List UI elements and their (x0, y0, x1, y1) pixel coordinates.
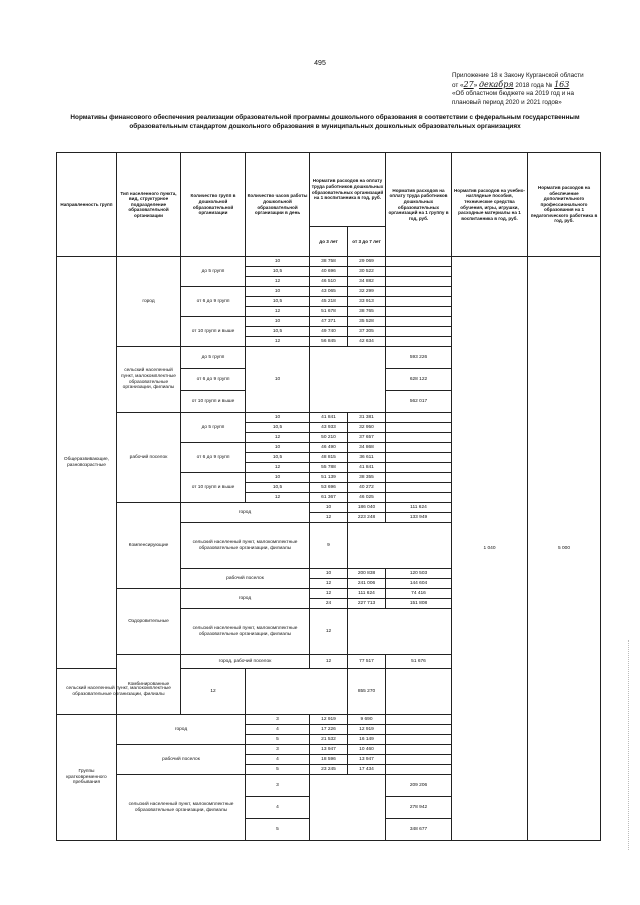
header-direction: Направленность групп (57, 153, 117, 257)
aids-value: 1 040 (452, 257, 528, 841)
header-extra: Норматив расходов на обеспечение дополнительного профессионального образования на 1 педагогического работника в год, руб. (528, 153, 601, 257)
labor-3to7-cell: 33 913 (348, 297, 386, 307)
labor-under3-cell: 223 248 (348, 513, 386, 523)
labor-under3-cell: 18 596 (310, 755, 348, 765)
date-mid: 2018 года № (515, 81, 553, 89)
direction-short-stay: Группы кратковременного пребывания (57, 715, 117, 841)
hours-cell: 10,5 (246, 297, 310, 307)
hours-cell: 12 (310, 609, 348, 655)
labor-group-cell: 209 206 (386, 775, 452, 797)
labor-under3-cell: 45 218 (310, 297, 348, 307)
labor-group-cell (386, 735, 452, 745)
labor-3to7-cell: 31 381 (348, 413, 386, 423)
labor-under3-cell: 241 006 (348, 579, 386, 589)
labor-under3-cell: 12 919 (310, 715, 348, 725)
labor-group-cell (386, 755, 452, 765)
hours-cell: 10 (246, 347, 310, 413)
hours-cell: 12 (246, 463, 310, 473)
labor-under3-cell: 61 367 (310, 493, 348, 503)
labor-3to7-cell: 38 765 (348, 307, 386, 317)
groups-10plus: от 10 групп и выше (181, 473, 246, 503)
labor-under3-cell: 186 040 (348, 503, 386, 513)
locality-city-workers: город, рабочий поселок (181, 655, 310, 669)
labor-under3-cell: 46 510 (310, 277, 348, 287)
hours-cell: 10 (310, 503, 348, 513)
hours-cell: 4 (246, 797, 310, 819)
labor-under3-cell: 13 947 (310, 745, 348, 755)
groups-up5: до 5 групп (181, 347, 246, 369)
extra-value: 5 000 (528, 257, 601, 841)
hours-cell: 4 (246, 725, 310, 735)
locality-city: город (181, 589, 310, 609)
labor-group-cell (386, 443, 452, 453)
scan-edge-mark (628, 640, 633, 850)
labor-3to7-cell: 133 949 (386, 513, 452, 523)
hours-cell: 10,5 (246, 483, 310, 493)
labor-under3-cell: 56 845 (310, 337, 348, 347)
header-locality: Тип населенного пункта, вид, структурное подразделение образовательной организации (117, 153, 181, 257)
labor-group-cell (386, 493, 452, 503)
labor-group-cell (386, 317, 452, 327)
header-groups: Количество групп в дошкольной образовательной организации (181, 153, 246, 257)
header-hours: Количество часов работы дошкольной образовательной организации в день (246, 153, 310, 257)
hours-cell: 12 (310, 513, 348, 523)
locality-rural: сельский населенный пункт, малокомплектные образовательные организации, филиалы (181, 609, 310, 655)
labor-under3-cell: 46 490 (310, 443, 348, 453)
labor-3to7-cell: 10 460 (348, 745, 386, 755)
labor-group-cell (386, 287, 452, 297)
labor-empty-cell (246, 669, 348, 715)
labor-group-cell (386, 327, 452, 337)
labor-3to7-cell: 151 808 (386, 599, 452, 609)
labor-group-cell (386, 745, 452, 755)
hours-cell: 10 (310, 569, 348, 579)
appendix-line1: Приложение 18 к Закону Курганской области (452, 72, 584, 79)
labor-under3-cell: 53 696 (310, 483, 348, 493)
labor-under3-cell: 41 841 (310, 413, 348, 423)
locality-workers: рабочий поселок (181, 569, 310, 589)
hours-cell: 12 (310, 655, 348, 669)
labor-under3-cell: 17 226 (310, 725, 348, 735)
hours-cell: 12 (246, 307, 310, 317)
labor-3to7-cell: 74 416 (386, 589, 452, 599)
labor-3to7-cell: 9 690 (348, 715, 386, 725)
labor-group-cell (386, 267, 452, 277)
locality-rural: сельский населенный пункт, малокомплектные образовательные организации, филиалы (117, 775, 246, 841)
locality-workers: рабочий поселок (117, 745, 246, 775)
labor-group-cell: 562 017 (386, 391, 452, 413)
hours-cell: 12 (310, 579, 348, 589)
locality-rural: сельский населенный пункт, малокомплектные образовательные организации, филиалы (57, 669, 181, 715)
labor-group-cell (386, 307, 452, 317)
hours-cell: 12 (246, 433, 310, 443)
hours-cell: 5 (246, 819, 310, 841)
hours-cell: 24 (310, 599, 348, 609)
groups-6to9: от 6 до 9 групп (181, 287, 246, 317)
groups-up5: до 5 групп (181, 413, 246, 443)
norms-table (56, 152, 601, 841)
appendix-header (452, 72, 612, 107)
labor-3to7-cell: 17 434 (348, 765, 386, 775)
labor-3to7-cell: 13 947 (348, 755, 386, 765)
labor-3to7-cell: 12 919 (348, 725, 386, 735)
handwritten-day: 27 (463, 79, 474, 89)
page-number: 495 (314, 60, 326, 67)
header-labor-3to7: от 3 до 7 лет (348, 227, 386, 257)
document-title: Нормативы финансового обеспечения реализации образовательной программы дошкольного образования в соответствии с федеральным государственным образовательным стандартом дошкольного образования в муниципальных дошкольных образовательных организациях (70, 114, 580, 130)
labor-3to7-cell: 32 299 (348, 287, 386, 297)
direction-compensating: Компенсирующие (117, 503, 181, 589)
hours-cell: 10,5 (246, 327, 310, 337)
labor-group-cell (386, 715, 452, 725)
labor-group-cell: 593 226 (386, 347, 452, 369)
hours-cell: 5 (246, 735, 310, 745)
labor-3to7-cell: 111 624 (386, 503, 452, 513)
labor-under3-cell: 40 696 (310, 267, 348, 277)
labor-under3-cell: 51 678 (310, 307, 348, 317)
hours-cell: 3 (246, 715, 310, 725)
labor-under3-cell: 38 758 (310, 257, 348, 267)
labor-group-cell (386, 765, 452, 775)
labor-under3-cell: 21 532 (310, 735, 348, 745)
labor-group-cell: 348 677 (386, 819, 452, 841)
locality-city: город (117, 257, 181, 347)
labor-under3-cell: 111 624 (348, 589, 386, 599)
labor-3to7-cell: 35 528 (348, 317, 386, 327)
hours-cell: 10 (246, 443, 310, 453)
hours-cell: 10 (246, 413, 310, 423)
labor-3to7-cell: 144 604 (386, 579, 452, 589)
labor-empty-cell (348, 523, 452, 569)
labor-3to7-cell: 51 676 (386, 655, 452, 669)
hours-cell: 12 (246, 277, 310, 287)
labor-under3-cell: 48 815 (310, 453, 348, 463)
labor-group-cell (386, 483, 452, 493)
hours-cell: 10,5 (246, 423, 310, 433)
labor-3to7-cell: 34 882 (348, 277, 386, 287)
hours-cell: 10 (246, 473, 310, 483)
labor-3to7-cell: 32 950 (348, 423, 386, 433)
handwritten-law-number: 163 (554, 79, 570, 89)
locality-city: город (181, 503, 310, 523)
groups-10plus: от 10 групп и выше (181, 391, 246, 413)
appendix-line3: «Об областном бюджете на 2019 год и на (452, 90, 574, 98)
labor-under3-cell: 23 245 (310, 765, 348, 775)
hours-cell: 10 (246, 317, 310, 327)
labor-group-cell: 628 122 (386, 369, 452, 391)
labor-group-cell (386, 257, 452, 267)
labor-under3-cell: 55 788 (310, 463, 348, 473)
groups-up5: до 5 групп (181, 257, 246, 287)
groups-10plus: от 10 групп и выше (181, 317, 246, 347)
labor-group-cell (386, 277, 452, 287)
hours-cell: 12 (246, 493, 310, 503)
header-aids: Норматив расходов на учебно-наглядные пособия, технические средства обучения, игры, игрушки, расходные материалы на 1 воспитанника в год, руб. (452, 153, 528, 257)
labor-group-cell: 278 942 (386, 797, 452, 819)
labor-under3-cell: 51 139 (310, 473, 348, 483)
hours-cell: 9 (310, 523, 348, 569)
appendix-line4: плановый период 2020 и 2021 годов» (452, 98, 562, 106)
labor-group-cell (386, 433, 452, 443)
labor-3to7-cell: 38 355 (348, 473, 386, 483)
labor-under3-cell: 43 933 (310, 423, 348, 433)
locality-rural: сельский населенный пункт, малокомплектные образовательные организации, филиалы (117, 347, 181, 413)
labor-group-cell: 855 270 (348, 669, 386, 715)
labor-empty-cell (310, 775, 386, 841)
labor-group-cell (386, 413, 452, 423)
labor-empty-cell (348, 609, 452, 655)
hours-cell: 12 (181, 669, 246, 715)
labor-empty-cell (310, 347, 386, 413)
labor-3to7-cell: 36 611 (348, 453, 386, 463)
hours-cell: 3 (246, 775, 310, 797)
header-labor-group: Норматив расходов на оплату труда работников дошкольных образовательных организаций на 1 группу в год, руб. (386, 153, 452, 257)
labor-under3-cell: 227 713 (348, 599, 386, 609)
hours-cell: 10 (246, 287, 310, 297)
labor-under3-cell: 77 517 (348, 655, 386, 669)
groups-6to9: от 6 до 9 групп (181, 369, 246, 391)
hours-cell: 10 (246, 257, 310, 267)
labor-3to7-cell: 41 841 (348, 463, 386, 473)
header-labor-under3: до 3 лет (310, 227, 348, 257)
labor-under3-cell: 200 838 (348, 569, 386, 579)
appendix-line2: от «27» декабря 2018 года № 163 (452, 79, 570, 89)
labor-3to7-cell: 16 149 (348, 735, 386, 745)
hours-cell: 4 (246, 755, 310, 765)
direction-combined: Комбинированные (117, 655, 181, 715)
labor-group-cell (386, 423, 452, 433)
hours-cell: 12 (246, 337, 310, 347)
labor-3to7-cell: 40 272 (348, 483, 386, 493)
hours-cell: 5 (246, 765, 310, 775)
labor-group-cell (386, 337, 452, 347)
labor-under3-cell: 50 210 (310, 433, 348, 443)
labor-group-cell (386, 725, 452, 735)
labor-3to7-cell: 37 305 (348, 327, 386, 337)
header-labor: Норматив расходов на оплату труда работников дошкольных образовательных организаций на 1 воспитанника в год, руб. (310, 153, 386, 227)
locality-workers: рабочий поселок (117, 413, 181, 503)
labor-3to7-cell: 37 657 (348, 433, 386, 443)
locality-rural: сельский населенный пункт, малокомплектные образовательные организации, филиалы (181, 523, 310, 569)
locality-city: город (117, 715, 246, 745)
labor-3to7-cell: 42 634 (348, 337, 386, 347)
labor-under3-cell: 47 371 (310, 317, 348, 327)
groups-6to9: от 6 до 9 групп (181, 443, 246, 473)
hours-cell: 10,5 (246, 267, 310, 277)
labor-3to7-cell: 34 868 (348, 443, 386, 453)
labor-group-cell (386, 473, 452, 483)
labor-3to7-cell: 30 522 (348, 267, 386, 277)
labor-under3-cell: 49 740 (310, 327, 348, 337)
date-prefix: от « (452, 81, 464, 89)
labor-group-cell (386, 297, 452, 307)
direction-health: Оздоровительные (117, 589, 181, 655)
direction-general: Общеразвивающие, разновозрастные (57, 257, 117, 669)
labor-under3-cell: 43 065 (310, 287, 348, 297)
hours-cell: 3 (246, 745, 310, 755)
labor-3to7-cell: 29 069 (348, 257, 386, 267)
hours-cell: 10,5 (246, 453, 310, 463)
labor-3to7-cell: 120 503 (386, 569, 452, 579)
labor-group-cell (386, 453, 452, 463)
labor-group-cell (386, 463, 452, 473)
labor-3to7-cell: 46 025 (348, 493, 386, 503)
handwritten-month: декабря (478, 79, 514, 89)
hours-cell: 12 (310, 589, 348, 599)
